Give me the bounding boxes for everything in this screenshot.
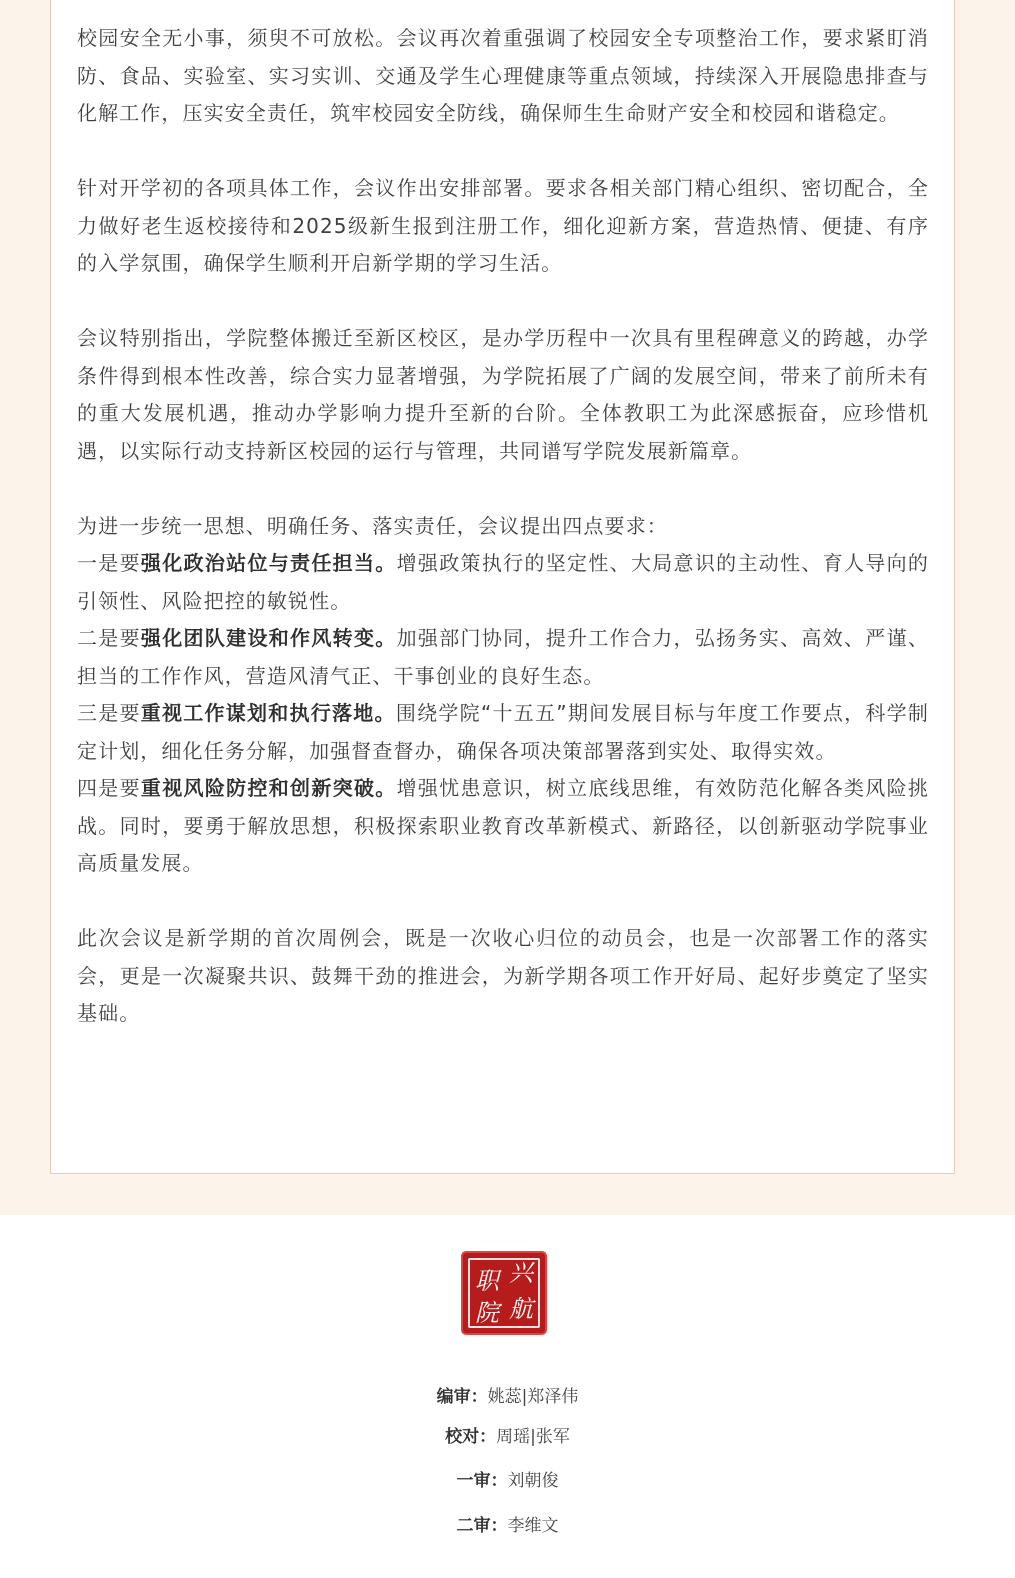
requirement-title: 重视风险防控和创新突破。 (140, 776, 397, 800)
credit-proofread: 校对：周瑶|张军 (445, 1427, 570, 1447)
article-body (77, 20, 929, 1033)
requirement-title: 强化政治站位与责任担当。 (140, 551, 397, 575)
paragraph-requirements-intro: 为进一步统一思想、明确任务、落实责任，会议提出四点要求： (77, 513, 668, 538)
credit-editor: 编审：姚蕊|郑泽伟 (436, 1387, 579, 1407)
requirement-item: 三是要重视工作谋划和执行落地。围绕学院“十五五”期间发展目标与年度工作要点，科学制定计划，细化任务分解，加强督查督办，确保各项决策部署落到实处、取得实效。 (77, 701, 929, 763)
logo-seal: 兴 职 航 院 (463, 1253, 545, 1333)
paragraph-semester-arrangements: 针对开学初的各项具体工作，会议作出安排部署。要求各相关部门精心组织、密切配合，全力做好老生返校接待和2025级新生报到注册工作，细化迎新方案，营造热情、便捷、有序的入学氛围，确保学生顺利开启新学期的学习生活。 (77, 176, 929, 275)
requirement-item: 二是要强化团队建设和作风转变。加强部门协同，提升工作合力，弘扬务实、高效、严谨、担当的工作作风，营造风清气正、干事创业的良好生态。 (77, 626, 930, 688)
requirement-title: 重视工作谋划和执行落地。 (140, 701, 396, 725)
requirement-item: 一是要强化政治站位与责任担当。增强政策执行的坚定性、大局意识的主动性、育人导向的引领性、风险把控的敏锐性。 (77, 551, 930, 613)
requirement-item: 四是要重视风险防控和创新突破。增强忧患意识，树立底线思维，有效防范化解各类风险挑战。同时，要勇于解放思想，积极探索职业教育改革新模式、新路径，以创新驱动学院事业高质量发展。 (77, 776, 930, 875)
credit-first-review: 一审：刘朝俊 (456, 1471, 559, 1491)
paragraph-campus-safety: 校园安全无小事，须臾不可放松。会议再次着重强调了校园安全专项整治工作，要求紧盯消防、食品、实验室、实习实训、交通及学生心理健康等重点领域，持续深入开展隐患排查与化解工作，压实安全责任，筑牢校园安全防线，确保师生生命财产安全和校园和谐稳定。 (77, 26, 929, 125)
paragraph-campus-relocation: 会议特别指出，学院整体搬迁至新区校区，是办学历程中一次具有里程碑意义的跨越，办学条件得到根本性改善，综合实力显著增强，为学院拓展了广阔的发展空间，带来了前所未有的重大发展机遇，推动办学影响力提升至新的台阶。全体教职工为此深感振奋，应珍惜机遇，以实际行动支持新区校园的运行与管理，共同谱写学院发展新篇章。 (77, 326, 929, 463)
credit-second-review: 二审：李维文 (456, 1516, 559, 1536)
requirement-title: 强化团队建设和作风转变。 (140, 626, 397, 650)
paragraph-conclusion: 此次会议是新学期的首次周例会，既是一次收心归位的动员会，也是一次部署工作的落实会，更是一次凝聚共识、鼓舞干劲的推进会，为新学期各项工作开好局、起好步奠定了坚实基础。 (77, 926, 929, 1025)
